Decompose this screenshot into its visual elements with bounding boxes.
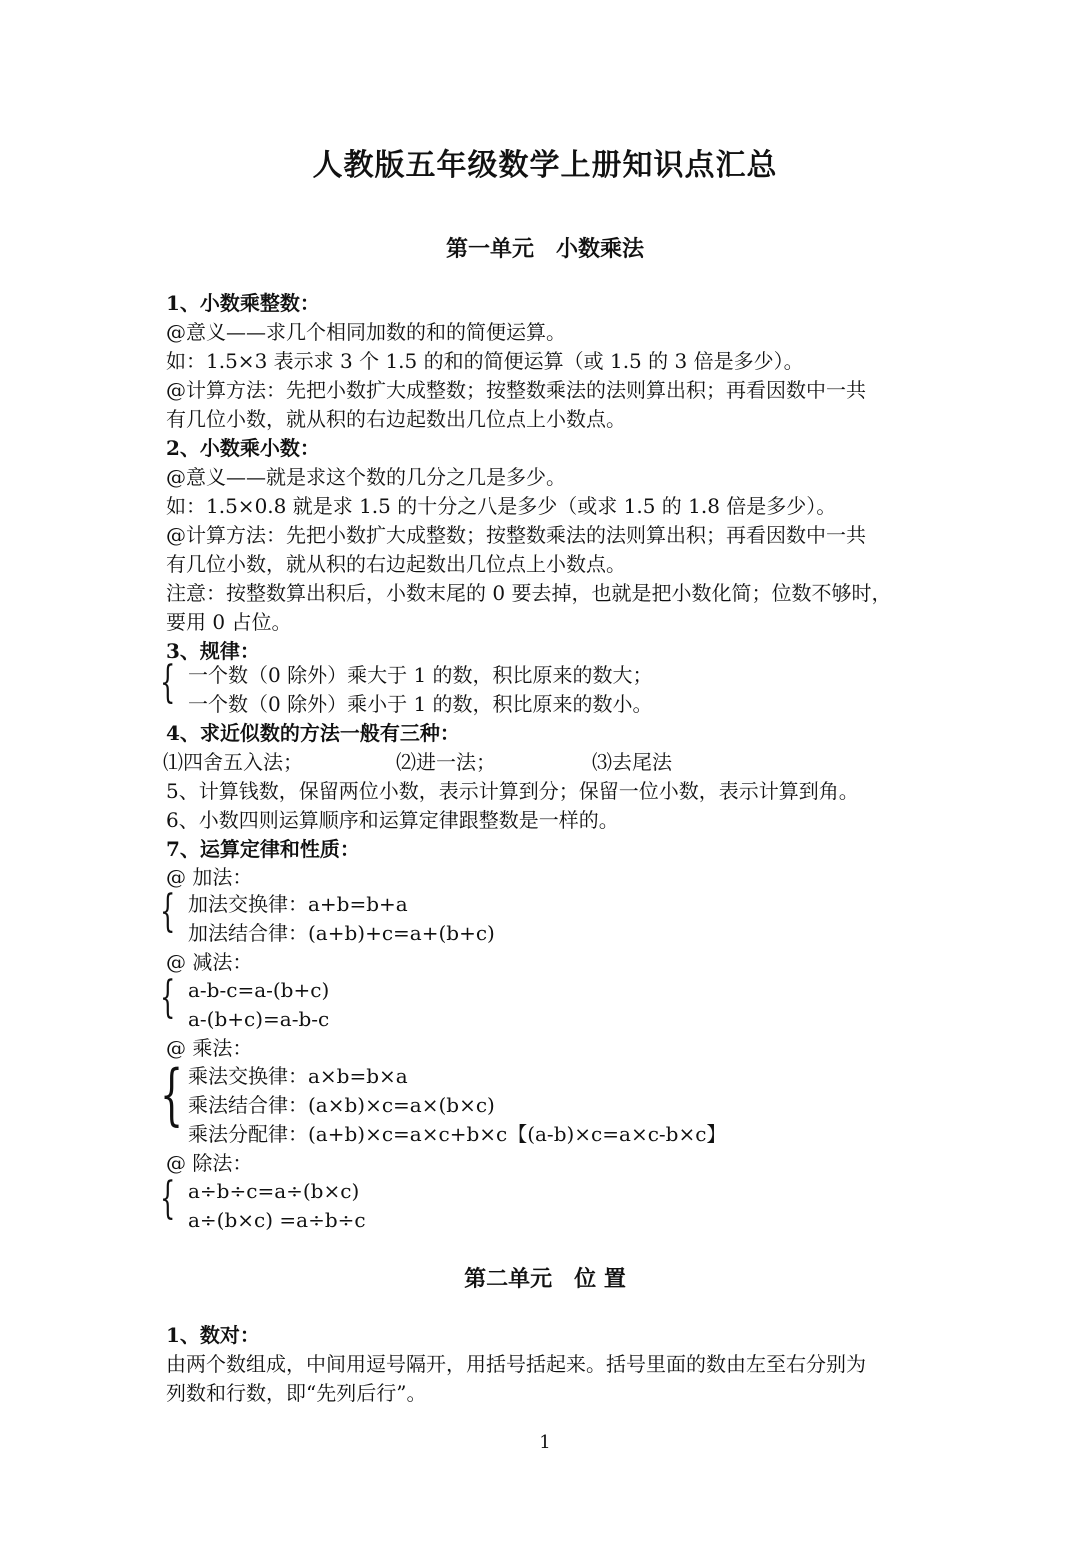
division-rule1: a÷b÷c=a÷(b×c) (188, 1179, 360, 1203)
section2-example: 如：1.5×0.8 就是求 1.5 的十分之八是多少（或求 1.5 的 1.8 倍是多少）。 (166, 494, 837, 518)
multiplication-commutative: 乘法交换律：a×b=b×a (188, 1064, 408, 1088)
section2-method-line1: @计算方法：先把小数扩大成整数；按整数乘法的法则算出积；再看因数中一共 (166, 523, 866, 547)
division-label: @ 除法： (166, 1151, 253, 1175)
unit2-section1-text-line2: 列数和行数，即“先列后行”。 (166, 1381, 427, 1405)
addition-associative: 加法结合律：(a+b)+c=a+(b+c) (188, 921, 495, 945)
addition-label: @ 加法： (166, 865, 253, 889)
rule-line1: 一个数（0 除外）乘大于 1 的数，积比原来的数大； (188, 663, 653, 687)
brace-division: { (160, 1173, 176, 1224)
approx-method-1: ⑴四舍五入法； (163, 750, 303, 774)
section2-note-line1: 注意：按整数算出积后，小数末尾的 0 要去掉，也就是把小数化简；位数不够时， (166, 581, 892, 605)
section1-example: 如：1.5×3 表示求 3 个 1.5 的和的简便运算（或 1.5 的 3 倍是多少）。 (166, 349, 804, 373)
subtraction-rule2: a-(b+c)=a-b-c (188, 1007, 330, 1031)
section4-heading: 4、求近似数的方法一般有三种： (166, 721, 460, 745)
brace-rules: { (160, 657, 176, 708)
approx-method-2: ⑵进一法； (396, 750, 496, 774)
rule-line2: 一个数（0 除外）乘小于 1 的数，积比原来的数小。 (188, 692, 653, 716)
section1-meaning: @意义——求几个相同加数的和的简便运算。 (166, 320, 566, 344)
section1-method-line2: 有几位小数，就从积的右边起数出几位点上小数点。 (166, 407, 626, 431)
multiplication-label: @ 乘法： (166, 1036, 253, 1060)
section3-heading: 3、规律： (166, 639, 260, 663)
addition-commutative: 加法交换律：a+b=b+a (188, 892, 408, 916)
brace-subtraction: { (160, 972, 176, 1023)
section5-text: 5、计算钱数，保留两位小数，表示计算到分；保留一位小数，表示计算到角。 (166, 779, 859, 803)
page-number: 1 (539, 1432, 551, 1453)
section1-method-line1: @计算方法：先把小数扩大成整数；按整数乘法的法则算出积；再看因数中一共 (166, 378, 866, 402)
brace-addition: { (160, 886, 176, 937)
section2-meaning: @意义——就是求这个数的几分之几是多少。 (166, 465, 566, 489)
subtraction-label: @ 减法： (166, 950, 253, 974)
unit2-section1-text-line1: 由两个数组成，中间用逗号隔开，用括号括起来。括号里面的数由左至右分别为 (166, 1352, 866, 1376)
brace-multiplication: { (160, 1056, 184, 1133)
unit2-heading: 第二单元 位 置 (464, 1266, 626, 1292)
unit2-section1-heading: 1、数对： (166, 1323, 260, 1347)
section6-text: 6、小数四则运算顺序和运算定律跟整数是一样的。 (166, 808, 619, 832)
unit1-heading: 第一单元 小数乘法 (445, 236, 644, 262)
document-title: 人教版五年级数学上册知识点汇总 (312, 148, 778, 183)
section2-heading: 2、小数乘小数： (166, 436, 320, 460)
multiplication-distributive: 乘法分配律：(a+b)×c=a×c+b×c【(a-b)×c=a×c-b×c】 (188, 1122, 727, 1146)
section2-note-line2: 要用 0 占位。 (166, 610, 292, 634)
section2-method-line2: 有几位小数，就从积的右边起数出几位点上小数点。 (166, 552, 626, 576)
multiplication-associative: 乘法结合律：(a×b)×c=a×(b×c) (188, 1093, 495, 1117)
section7-heading: 7、运算定律和性质： (166, 837, 360, 861)
subtraction-rule1: a-b-c=a-(b+c) (188, 978, 330, 1002)
section1-heading: 1、小数乘整数： (166, 291, 320, 315)
division-rule2: a÷(b×c) =a÷b÷c (188, 1208, 366, 1232)
approx-method-3: ⑶去尾法 (592, 750, 672, 774)
